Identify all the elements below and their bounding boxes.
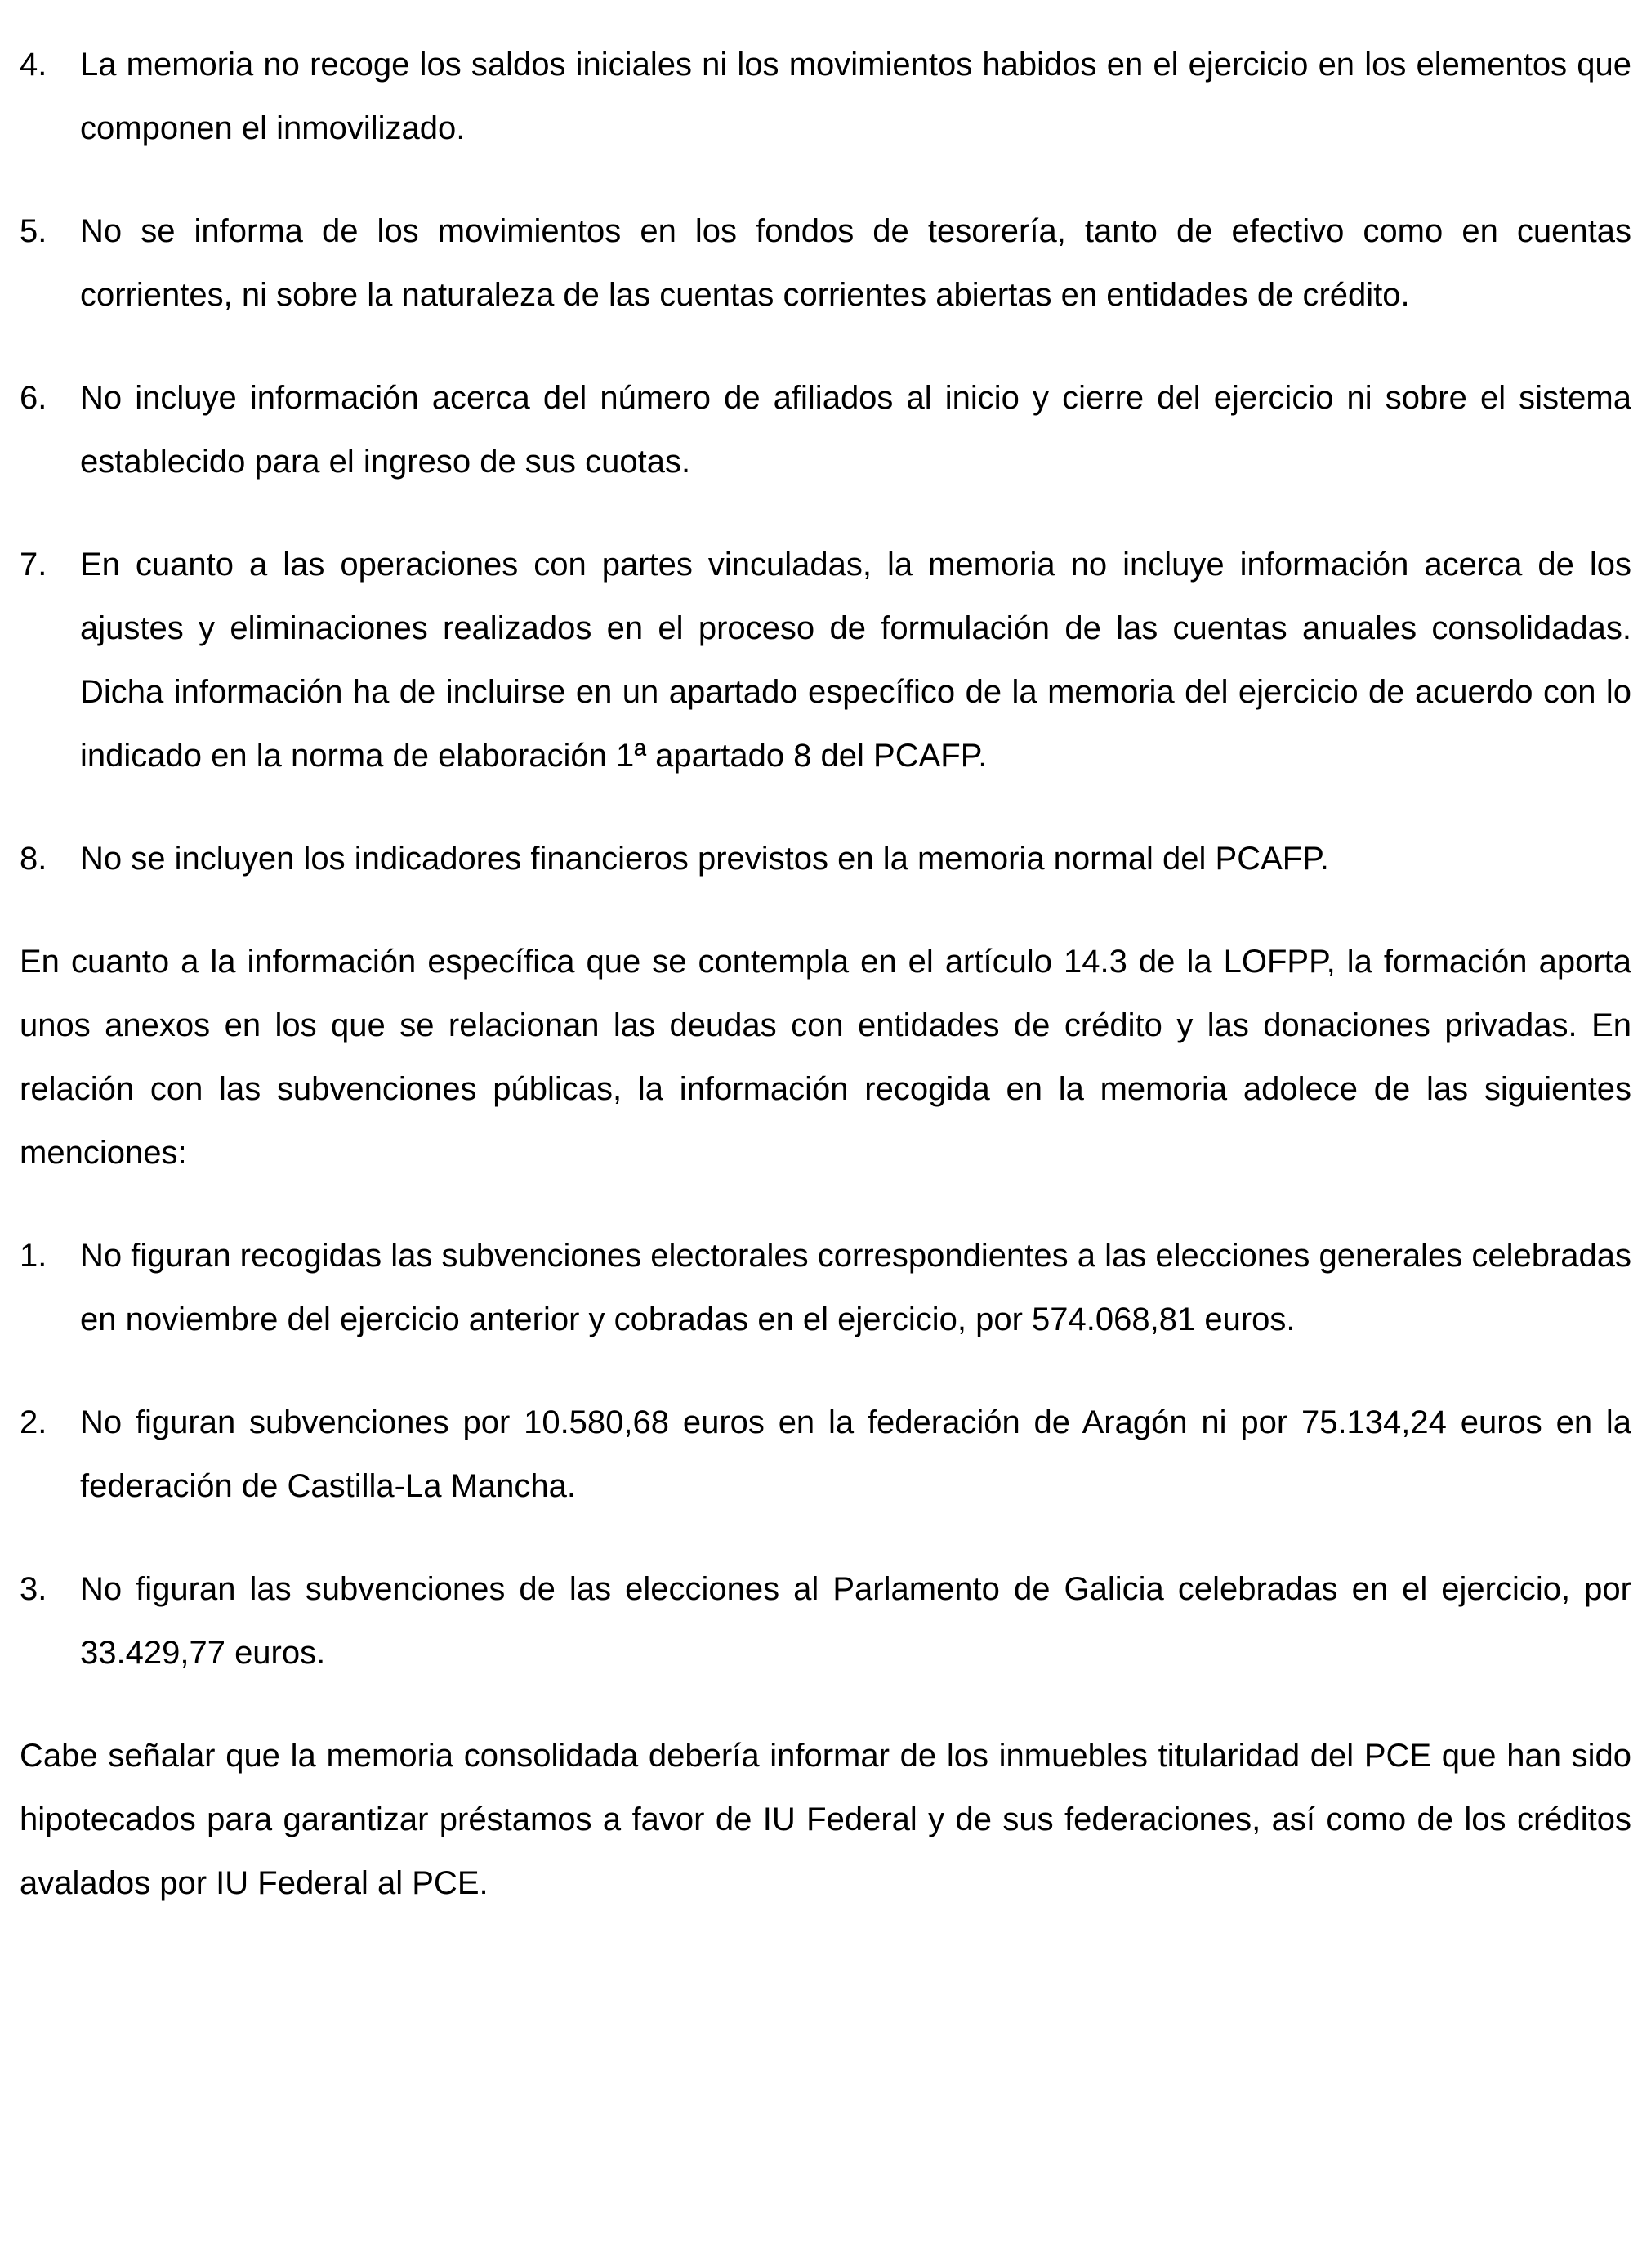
list-item-subvencion-2: [20, 1391, 1631, 1518]
list-item-5: [20, 199, 1631, 327]
list-item-number: 7.: [20, 547, 47, 583]
list-item-text: No incluye información acerca del número de afiliados al inicio y cierre del ejercicio ni sobre el sistema establecido para el ingreso de sus cuotas.: [80, 380, 1631, 480]
list-item-subvencion-1: [20, 1224, 1631, 1351]
list-item-number: 2.: [20, 1404, 47, 1440]
list-item-text: No se informa de los movimientos en los fondos de tesorería, tanto de efectivo como en cuentas corrientes, ni sobre la naturaleza de las cuentas corrientes abiertas en entidades de crédito.: [80, 213, 1631, 313]
list-item-text: No figuran las subvenciones de las elecciones al Parlamento de Galicia celebradas en el ejercicio, por 33.429,77 euros.: [80, 1571, 1631, 1671]
document-page: [20, 33, 1631, 1954]
list-item-subvencion-3: [20, 1557, 1631, 1685]
list-item-8: [20, 827, 1631, 891]
list-item-text: No se incluyen los indicadores financieros previstos en la memoria normal del PCAFP.: [80, 841, 1329, 877]
list-item-7: [20, 533, 1631, 788]
list-item-number: 4.: [20, 47, 47, 83]
list-item-number: 1.: [20, 1238, 47, 1274]
list-item-number: 6.: [20, 380, 47, 416]
list-item-number: 5.: [20, 213, 47, 249]
list-item-text: No figuran subvenciones por 10.580,68 euros en la federación de Aragón ni por 75.134,24 euros en la federación de Castilla-La Mancha.: [80, 1404, 1631, 1504]
list-item-6: [20, 366, 1631, 493]
list-item-text: En cuanto a las operaciones con partes vinculadas, la memoria no incluye información acerca de los ajustes y eliminaciones realizados en el proceso de formulación de las cuentas anuales consolidadas. Dicha información ha de incluirse en un apartado específico de la memoria del ejercicio de acuerdo con lo indicado en la norma de elaboración 1ª apartado 8 del PCAFP.: [80, 547, 1631, 774]
paragraph-subvenciones-intro: En cuanto a la información específica que se contempla en el artículo 14.3 de la LOFPP, la formación aporta unos anexos en los que se relacionan las deudas con entidades de crédito y las donaciones privadas. En relación con las subvenciones públicas, la información recogida en la memoria adolece de las siguientes menciones:: [20, 944, 1631, 1171]
paragraph-conclusion: Cabe señalar que la memoria consolidada debería informar de los inmuebles titularidad del PCE que han sido hipotecados para garantizar préstamos a favor de IU Federal y de sus federaciones, así como de los créditos avalados por IU Federal al PCE.: [20, 1738, 1631, 1901]
list-item-text: No figuran recogidas las subvenciones electorales correspondientes a las elecciones generales celebradas en noviembre del ejercicio anterior y cobradas en el ejercicio, por 574.068,81 euros.: [80, 1238, 1631, 1337]
list-item-text: La memoria no recoge los saldos iniciales ni los movimientos habidos en el ejercicio en los elementos que componen el inmovilizado.: [80, 47, 1631, 146]
list-item-number: 8.: [20, 841, 47, 877]
list-item-4: [20, 33, 1631, 160]
list-item-number: 3.: [20, 1571, 47, 1607]
